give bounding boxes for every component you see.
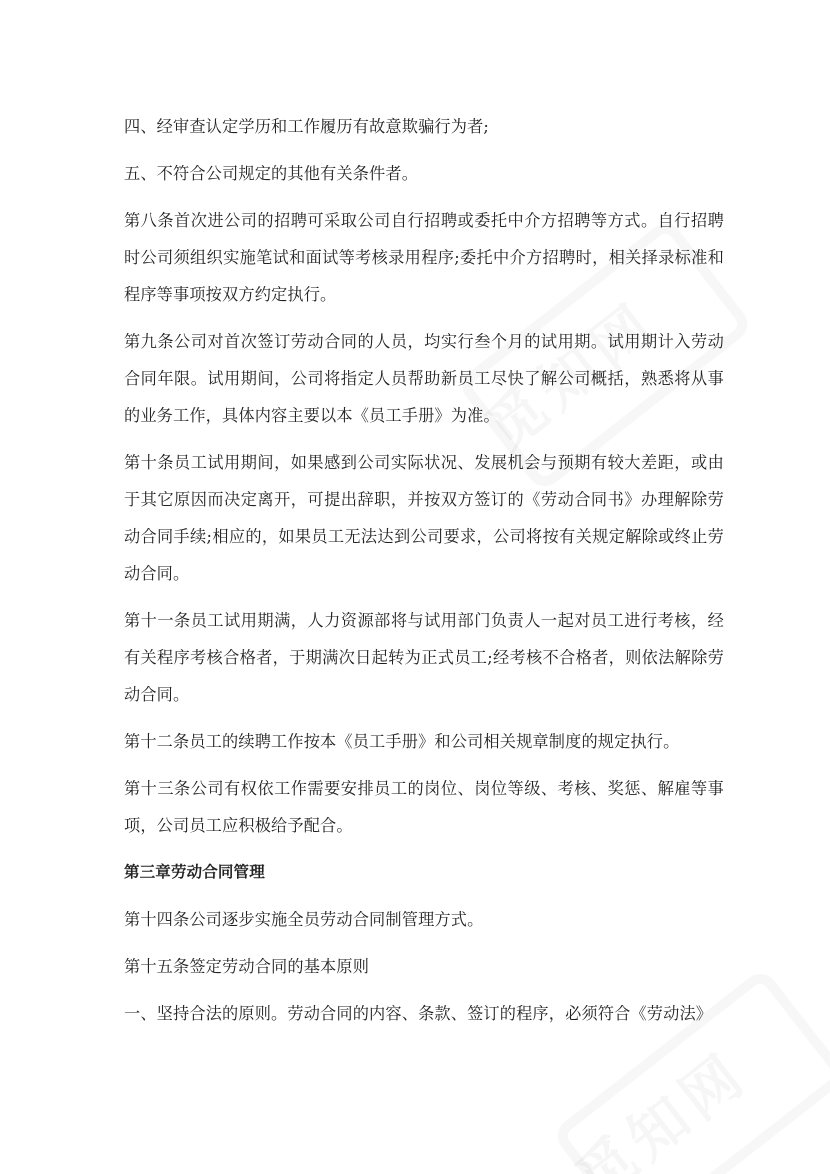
paragraph: 一、坚持合法的原则。劳动合同的内容、条款、签订的程序，必须符合《劳动法》 bbox=[124, 1004, 713, 1023]
chapter-heading: 第三章劳动合同管理 bbox=[124, 863, 265, 881]
paragraph: 第九条公司对首次签订劳动合同的人员，均实行叁个月的试用期。试用期计入劳动合同年限。试用期间，公司将指定人员帮助新员工尽快了解公司概括，熟悉将从事的业务工作，具体内容主要以本《员工手册》为准。 bbox=[124, 332, 724, 425]
paragraph: 第十五条签定劳动合同的基本原则 bbox=[124, 957, 370, 976]
watermark bbox=[555, 1028, 763, 1174]
paragraph: 第十三条公司有权依工作需要安排员工的岗位、岗位等级、考核、奖惩、解雇等事项，公司员工应积极给予配合。 bbox=[124, 779, 724, 835]
paragraph: 第八条首次进公司的招聘可采取公司自行招聘或委托中介方招聘等方式。自行招聘时公司须组织实施笔试和面试等考核录用程序;委托中介方招聘时，相关择录标准和程序等事项按双方约定执行。 bbox=[124, 211, 724, 304]
document-body bbox=[124, 108, 724, 1042]
paragraph: 第十二条员工的续聘工作按本《员工手册》和公司相关规章制度的规定执行。 bbox=[124, 732, 680, 751]
paragraph: 五、不符合公司规定的其他有关条件者。 bbox=[124, 164, 419, 183]
paragraph: 四、经审查认定学历和工作履历有故意欺骗行为者; bbox=[124, 117, 490, 136]
paragraph: 第十条员工试用期间，如果感到公司实际状况、发展机会与预期有较大差距，或由于其它原因而决定离开，可提出辞职，并按双方签订的《劳动合同书》办理解除劳动合同手续;相应的，如果员工无法达到公司要求，公司将按有关规定解除或终止劳动合同。 bbox=[124, 453, 724, 583]
paragraph: 第十四条公司逐步实施全员劳动合同制管理方式。 bbox=[124, 910, 484, 929]
paragraph: 第十一条员工试用期满，人力资源部将与试用部门负责人一起对员工进行考核，经有关程序考核合格者，于期满次日起转为正式员工;经考核不合格者，则依法解除劳动合同。 bbox=[124, 611, 724, 704]
